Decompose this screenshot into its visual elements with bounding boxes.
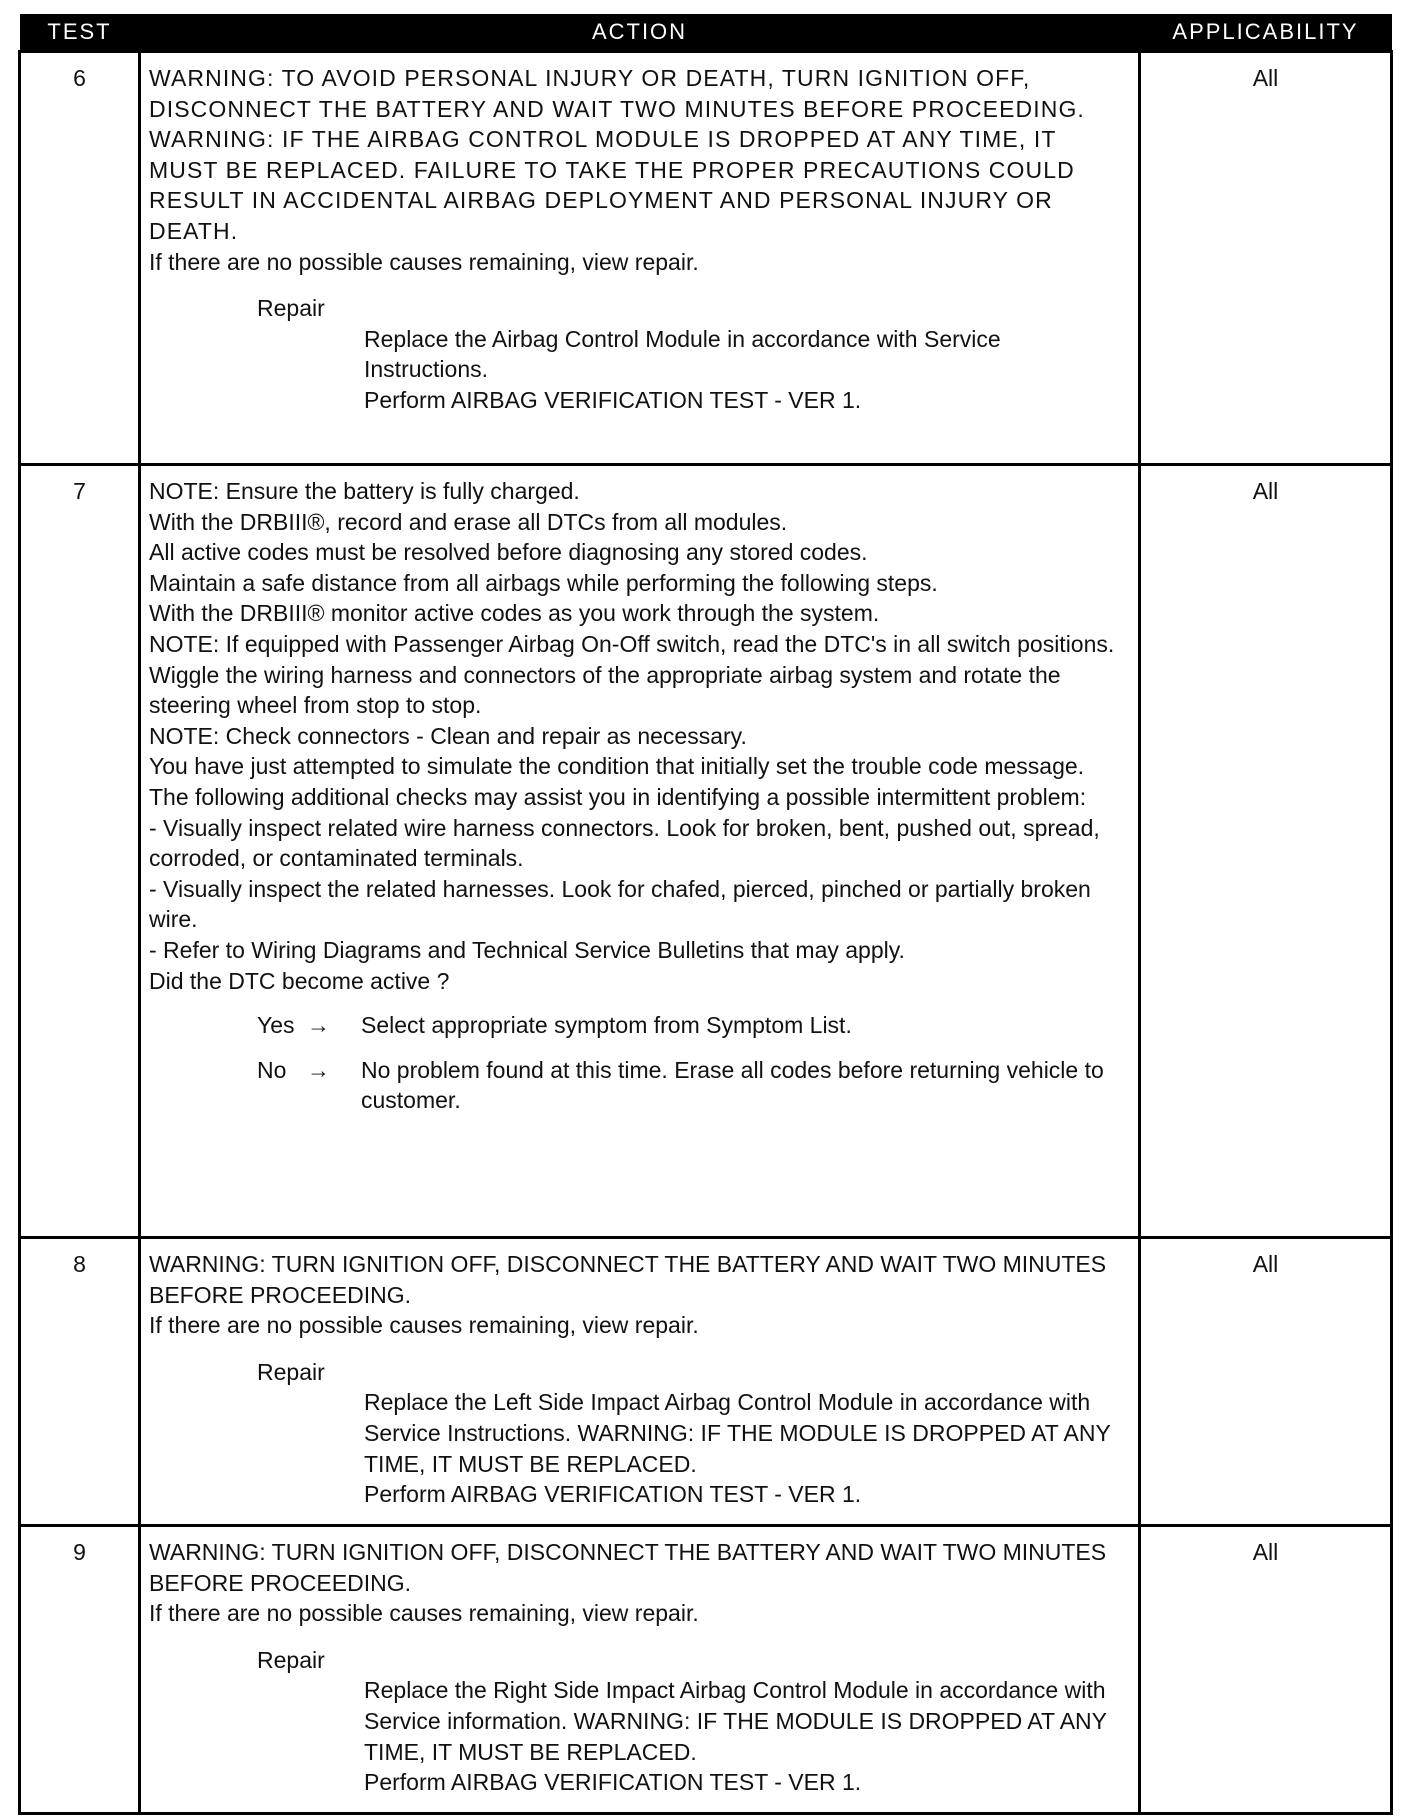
note-text: NOTE: If equipped with Passenger Airbag On-Off switch, read the DTC's in all switch positions. xyxy=(149,630,1115,657)
check-item: - Refer to Wiring Diagrams and Technical Service Bulletins that may apply. xyxy=(149,936,905,963)
repair-label: Repair xyxy=(257,295,325,322)
action-cell xyxy=(140,1526,1140,1814)
warning-text: WARNING: IF THE AIRBAG CONTROL MODULE IS DROPPED AT ANY TIME, IT MUST BE REPLACED. FAILURE TO TAKE THE PROPER PRECAUTIONS COULD RESULT IN ACCIDENTAL AIRBAG DEPLOYMENT AND PERSONAL INJURY OR DEATH. xyxy=(149,126,1075,244)
test-number: 6 xyxy=(20,52,140,465)
check-item: - Visually inspect related wire harness connectors. Look for broken, bent, pushed out, spread, corroded, or contaminated terminals. xyxy=(149,814,1100,872)
table-header-row xyxy=(20,14,1392,52)
warning-text: WARNING: TURN IGNITION OFF, DISCONNECT THE BATTERY AND WAIT TWO MINUTES BEFORE PROCEEDING. xyxy=(149,1539,1107,1596)
applicability-cell: All xyxy=(1140,1526,1392,1814)
branch-text: No problem found at this time. Erase all codes before returning vehicle to customer. xyxy=(361,1056,1104,1114)
action-text: If there are no possible causes remaining, view repair. xyxy=(149,1312,699,1339)
repair-text: Perform AIRBAG VERIFICATION TEST - VER 1. xyxy=(364,1769,862,1796)
header-test: TEST xyxy=(20,14,140,52)
action-text: You have just attempted to simulate the condition that initially set the trouble code message. xyxy=(149,753,1085,780)
branch-label: No xyxy=(257,1056,287,1083)
repair-text: Replace the Right Side Impact Airbag Control Module in accordance with Service information. WARNING: IF THE MODULE IS DROPPED AT ANY TIME, IT MUST BE REPLACED. xyxy=(364,1677,1107,1765)
branch-label: Yes xyxy=(257,1012,295,1039)
arrow-right-icon: → xyxy=(307,1012,330,1039)
note-text: NOTE: Ensure the battery is fully charged. xyxy=(149,478,580,504)
question-text: Did the DTC become active ? xyxy=(149,967,450,994)
repair-text: Replace the Left Side Impact Airbag Control Module in accordance with Service Instructions. WARNING: IF THE MODULE IS DROPPED AT ANY TIME, IT MUST BE REPLACED. xyxy=(364,1389,1111,1477)
note-text: NOTE: Check connectors - Clean and repair as necessary. xyxy=(149,722,747,749)
table-row xyxy=(20,52,1392,465)
action-text: With the DRBIII®, record and erase all DTCs from all modules. xyxy=(149,508,788,535)
table-row xyxy=(20,465,1392,1238)
repair-text: Replace the Airbag Control Module in accordance with Service Instructions. xyxy=(364,325,1001,383)
arrow-right-icon: → xyxy=(307,1056,330,1083)
action-text: Wiggle the wiring harness and connectors of the appropriate airbag system and rotate the steering wheel from stop to stop. xyxy=(149,661,1061,719)
branch-yes xyxy=(257,1010,1130,1041)
table-row xyxy=(20,1526,1392,1814)
warning-text: WARNING: TO AVOID PERSONAL INJURY OR DEATH, TURN IGNITION OFF, DISCONNECT THE BATTERY AND WAIT TWO MINUTES BEFORE PROCEEDING. xyxy=(149,65,1085,122)
action-text: With the DRBIII® monitor active codes as you work through the system. xyxy=(149,600,880,627)
warning-text: WARNING: TURN IGNITION OFF, DISCONNECT THE BATTERY AND WAIT TWO MINUTES BEFORE PROCEEDING. xyxy=(149,1251,1107,1308)
header-action: ACTION xyxy=(140,14,1140,52)
test-number: 8 xyxy=(20,1238,140,1526)
repair-text: Perform AIRBAG VERIFICATION TEST - VER 1. xyxy=(364,1481,862,1508)
action-text: If there are no possible causes remaining, view repair. xyxy=(149,1600,699,1627)
branch-text: Select appropriate symptom from Symptom List. xyxy=(361,1012,852,1039)
repair-text: Perform AIRBAG VERIFICATION TEST - VER 1. xyxy=(364,386,862,413)
repair-label: Repair xyxy=(257,1646,325,1673)
header-applicability: APPLICABILITY xyxy=(1140,14,1392,52)
applicability-cell: All xyxy=(1140,465,1392,1238)
action-cell xyxy=(140,465,1140,1238)
test-table xyxy=(18,14,1393,1815)
action-cell xyxy=(140,1238,1140,1526)
action-text: All active codes must be resolved before diagnosing any stored codes. xyxy=(149,539,868,566)
branch-no xyxy=(257,1055,1130,1116)
check-item: - Visually inspect the related harnesses. Look for chafed, pierced, pinched or partially broken wire. xyxy=(149,875,1091,933)
applicability-cell: All xyxy=(1140,1238,1392,1526)
action-cell xyxy=(140,52,1140,465)
action-text: The following additional checks may assist you in identifying a possible intermittent problem: xyxy=(149,783,1087,810)
test-number: 9 xyxy=(20,1526,140,1814)
applicability-cell: All xyxy=(1140,52,1392,465)
test-number: 7 xyxy=(20,465,140,1238)
table-row xyxy=(20,1238,1392,1526)
repair-label: Repair xyxy=(257,1358,325,1385)
action-text: If there are no possible causes remaining, view repair. xyxy=(149,248,699,275)
action-text: Maintain a safe distance from all airbags while performing the following steps. xyxy=(149,569,938,596)
